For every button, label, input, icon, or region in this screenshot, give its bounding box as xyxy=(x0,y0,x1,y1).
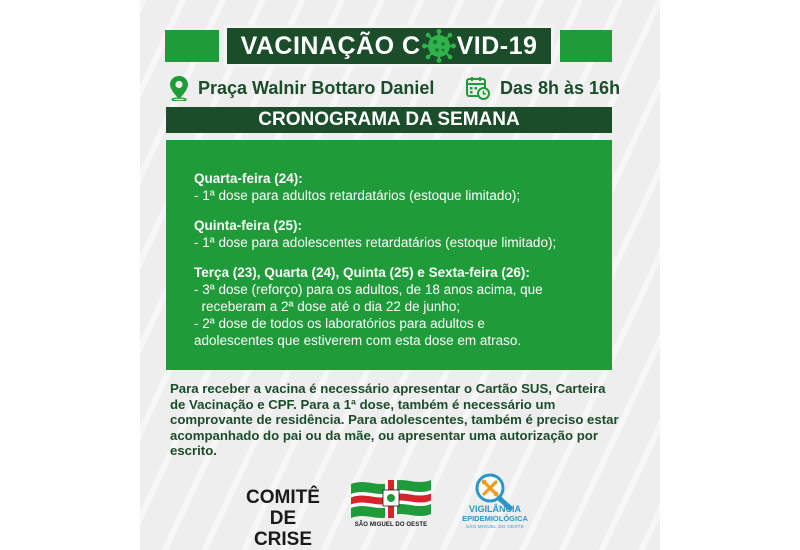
title-text-part2: VID-19 xyxy=(456,31,538,60)
schedule-item xyxy=(194,170,586,204)
calendar-clock-icon xyxy=(466,76,490,100)
vigilancia-name xyxy=(455,505,535,523)
schedule-line: - 2ª dose de todos os laboratórios para adultos e xyxy=(194,316,485,331)
location-row xyxy=(168,74,434,102)
schedule-line: - 1ª dose para adultos retardatários (estoque limitado); xyxy=(194,188,521,203)
schedule-day: Quinta-feira (25): xyxy=(194,218,303,233)
requirements-text: Para receber a vacina é necessário apresentar o Cartão SUS, Carteira de Vacinação e CPF. Para a 1ª dose, também é necessário um comprovante de residência. Para adolescentes, também é preciso estar acompanhado do pai ou da mãe, ou apresentar uma autorização por escrito. xyxy=(170,381,619,459)
right-accent-bar xyxy=(560,30,612,62)
schedule-line: - 1ª dose para adolescentes retardatários (estoque limitado); xyxy=(194,235,557,250)
hours-row xyxy=(466,74,620,102)
schedule-box xyxy=(166,140,612,370)
virus-icon xyxy=(422,29,456,63)
left-accent-bar xyxy=(165,30,219,62)
municipality-name: SÃO MIGUEL DO OESTE xyxy=(354,522,428,528)
vigilancia-line2: EPIDEMIOLÓGICA xyxy=(462,514,528,523)
map-pin-icon xyxy=(168,75,190,101)
schedule-line: receberam a 2ª dose até o dia 22 de junho; xyxy=(194,299,461,314)
schedule-day: Terça (23), Quarta (24), Quinta (25) e Sexta-feira (26): xyxy=(194,265,530,280)
comite-line2: DE CRISE xyxy=(253,508,313,550)
vigilancia-subtitle: SÃO MIGUEL DO OESTE xyxy=(465,524,525,529)
section-title: CRONOGRAMA DA SEMANA xyxy=(166,107,612,133)
schedule-item xyxy=(194,264,586,349)
schedule-line: - 3ª dose (reforço) para os adultos, de 18 anos acima, que xyxy=(194,282,543,297)
hours-text: Das 8h às 16h xyxy=(500,77,621,98)
schedule-day: Quarta-feira (24): xyxy=(194,171,303,186)
location-text: Praça Walnir Bottaro Daniel xyxy=(198,77,435,98)
title-text-part1: VACINAÇÃO C xyxy=(240,31,421,60)
vigilancia-line1: VIGILÂNCIA xyxy=(468,504,521,514)
schedule-line: adolescentes que estiverem com esta dose em atraso. xyxy=(194,333,522,348)
flag-icon xyxy=(348,476,434,522)
comite-line1: COMITÊ xyxy=(246,487,320,508)
comite-de-crise-logo xyxy=(243,487,323,550)
schedule-item xyxy=(194,217,586,251)
campaign-title xyxy=(224,25,554,67)
